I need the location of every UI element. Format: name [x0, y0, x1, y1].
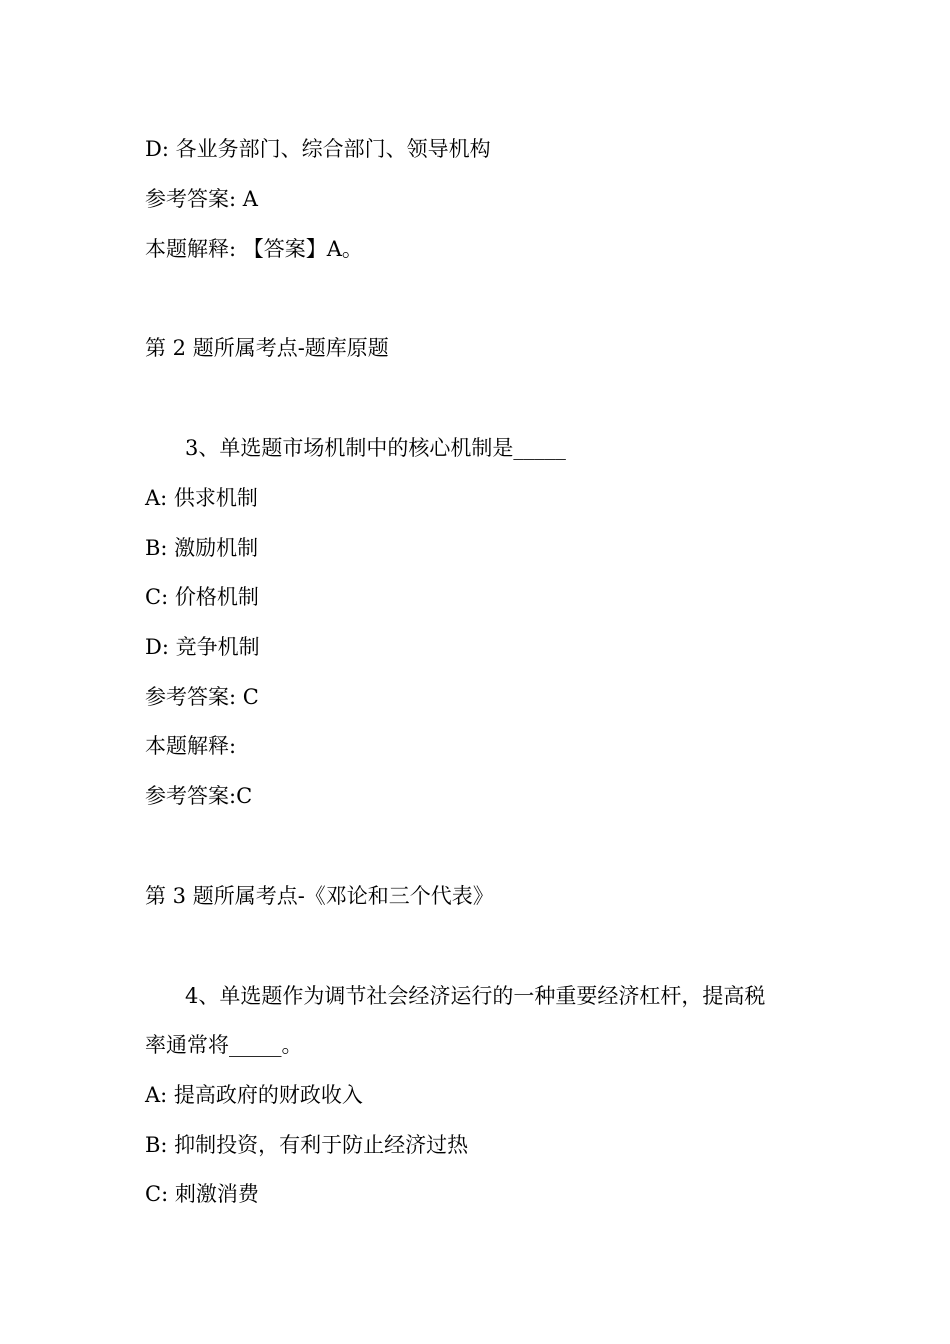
- q2-topic: 第 2 题所属考点-题库原题: [145, 336, 389, 360]
- q3-option-b: B: 激励机制: [145, 536, 259, 560]
- q3-explanation: 本题解释:: [145, 734, 237, 758]
- q3-option-d: D: 竞争机制: [145, 635, 260, 659]
- q2-option-d: D: 各业务部门、综合部门、领导机构: [145, 137, 491, 161]
- q3-explanation-answer: 参考答案:C: [145, 784, 253, 808]
- q2-answer: 参考答案: A: [145, 187, 258, 211]
- q4-option-b: B: 抑制投资，有利于防止经济过热: [145, 1133, 469, 1157]
- q3-option-c: C: 价格机制: [145, 585, 259, 609]
- q2-explanation: 本题解释: 【答案】A。: [145, 237, 363, 261]
- q3-stem: 3、单选题市场机制中的核心机制是_____: [185, 436, 566, 460]
- q4-stem-line2: 率通常将_____。: [145, 1033, 303, 1057]
- q4-option-c: C: 刺激消费: [145, 1182, 259, 1206]
- q3-topic: 第 3 题所属考点-《邓论和三个代表》: [145, 884, 494, 908]
- q4-stem-line1: 4、单选题作为调节社会经济运行的一种重要经济杠杆，提高税: [185, 984, 766, 1008]
- q3-option-a: A: 供求机制: [145, 486, 258, 510]
- q4-option-a: A: 提高政府的财政收入: [145, 1083, 363, 1107]
- q3-answer: 参考答案: C: [145, 685, 259, 709]
